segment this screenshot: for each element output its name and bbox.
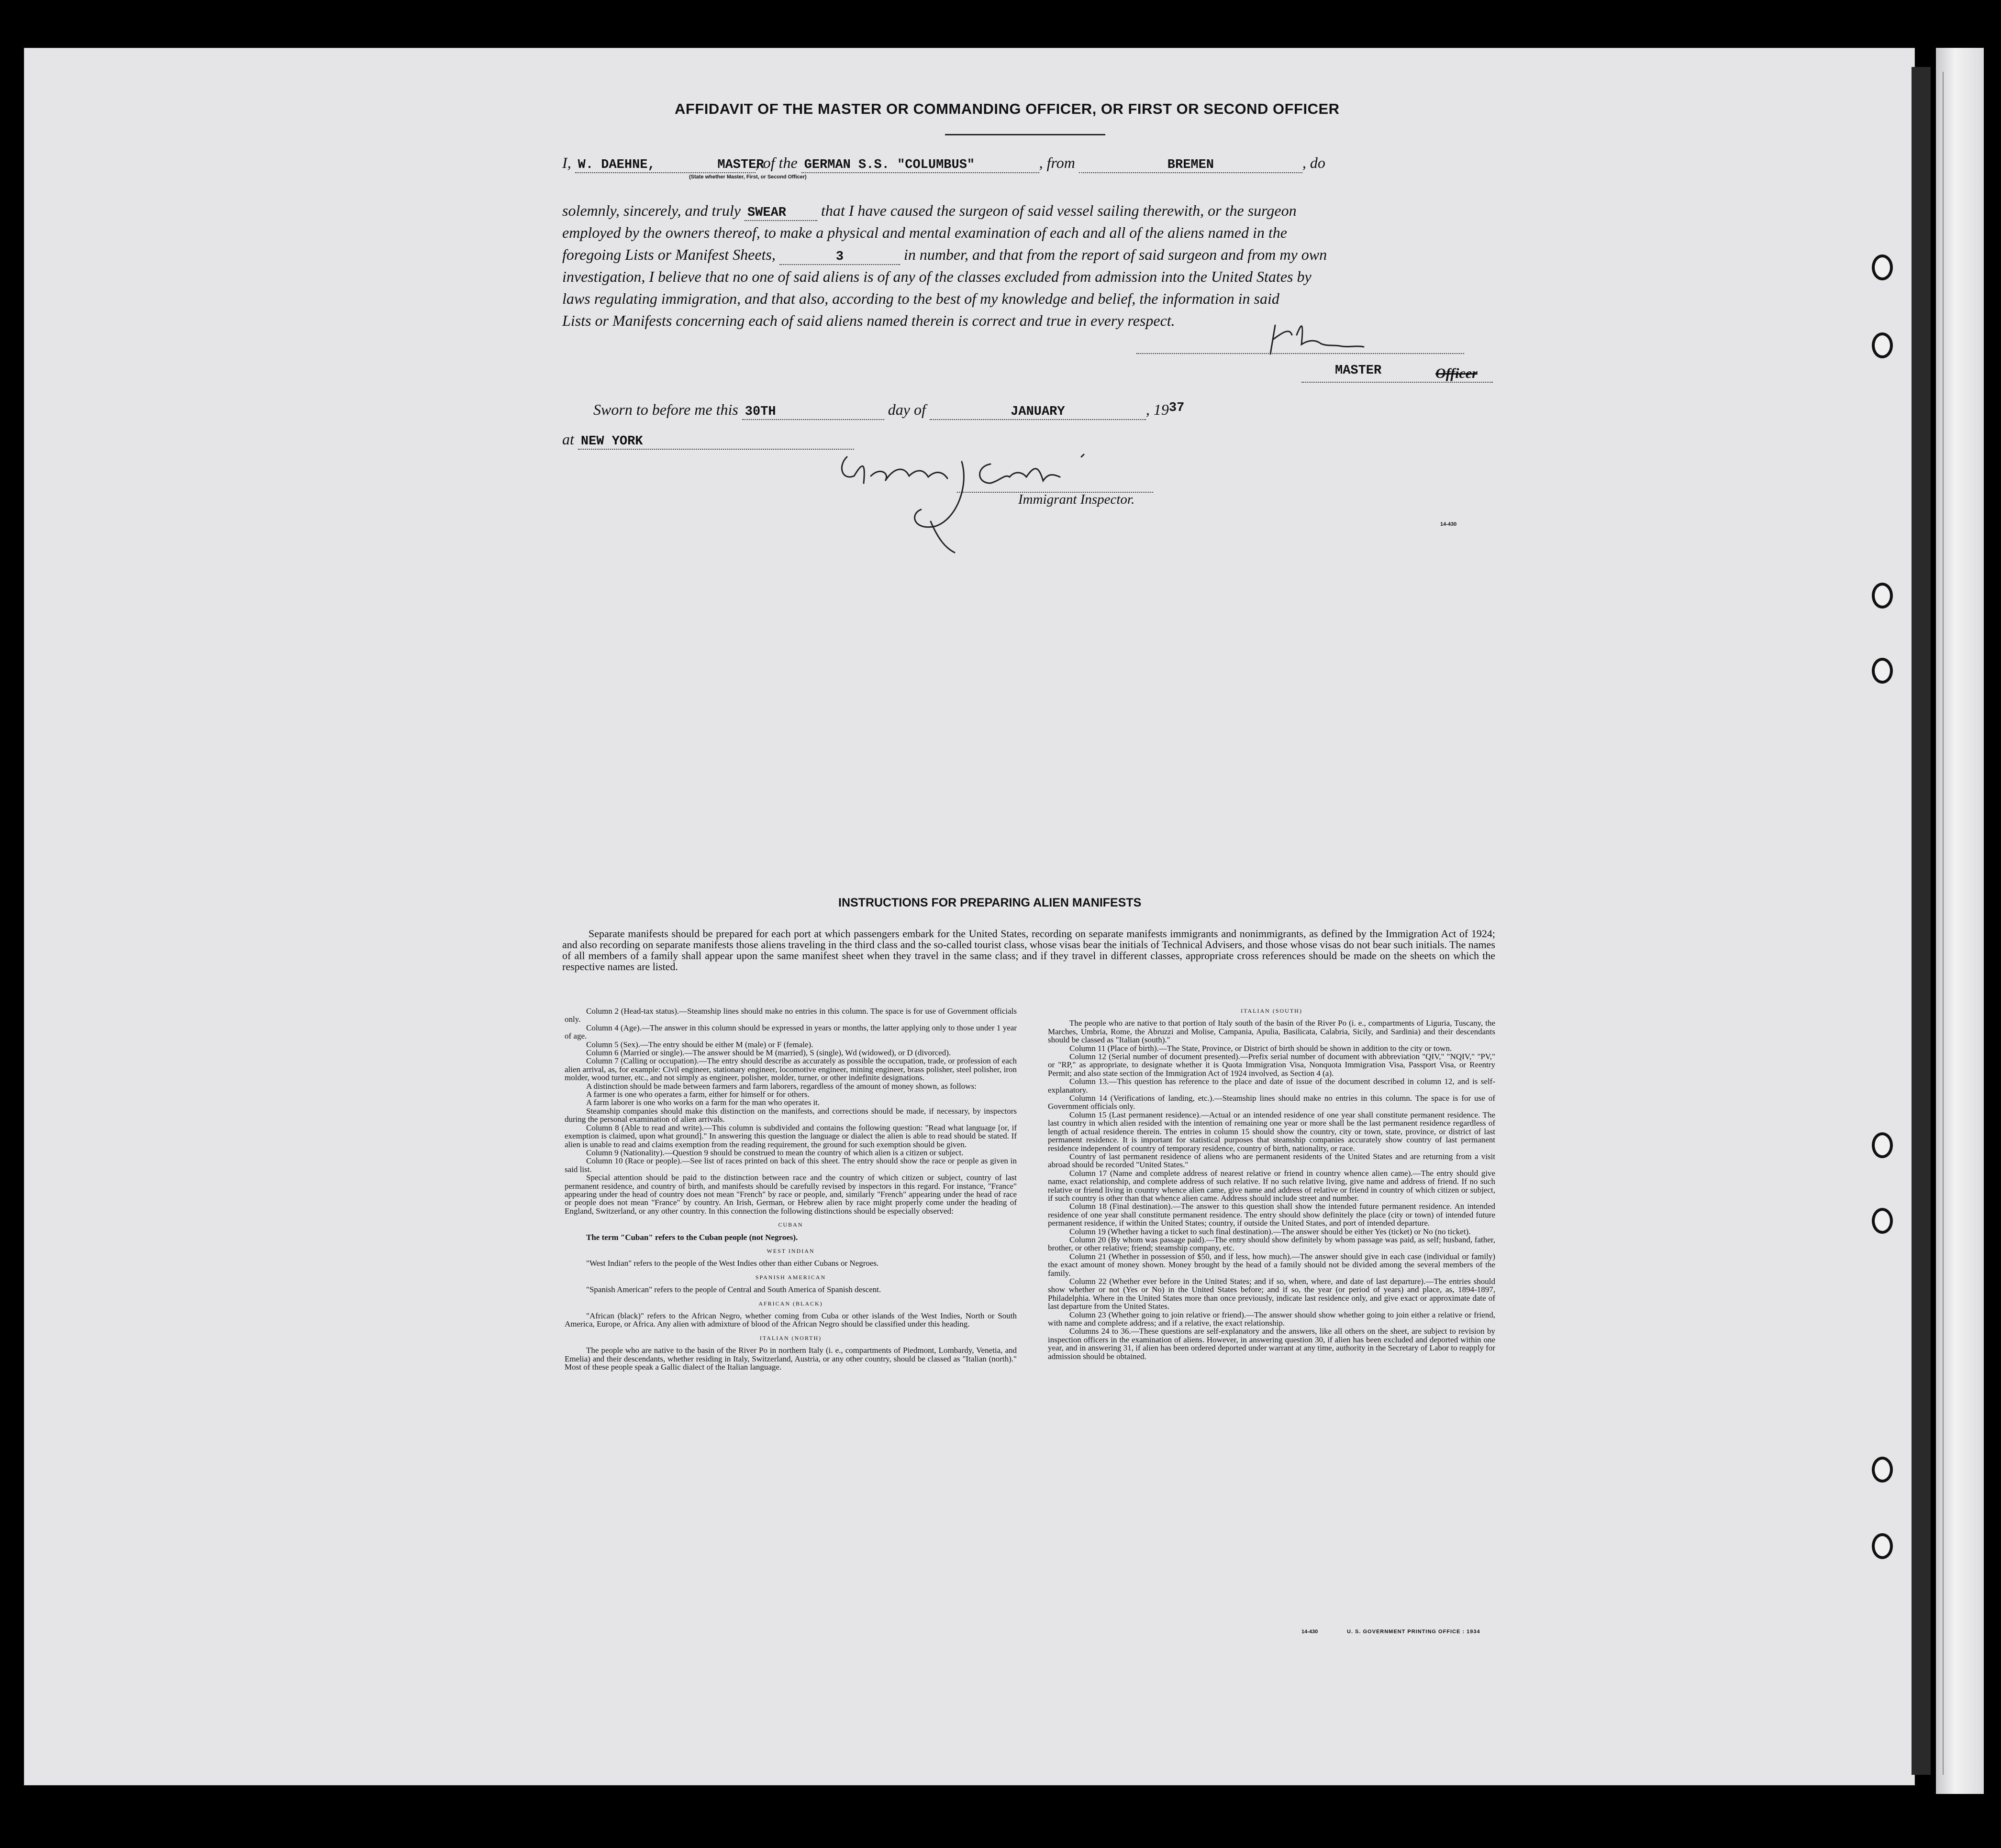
paragraph: Column 10 (Race or people).—See list of races printed on back of this sheet. The entry should show the race or people as given in said list. [565,1156,1017,1174]
paragraph: The term "Cuban" refers to the Cuban people (not Negroes). [586,1232,798,1242]
paragraph: Column 11 (Place of birth).—The State, Province, or District of birth should be shown in addition to the city or town. [1069,1043,1452,1053]
text: solemnly, sincerely, and truly [562,202,741,219]
heading-west-indian: WEST INDIAN [767,1247,815,1254]
punch-hole-icon [1872,255,1893,280]
paragraph: Column 21 (Whether in possession of $50, and if less, how much).—The answer should give in each case (individual or family) the exact amount of money shown. Money brought by the head of a family should not be divided among the several members of the family. [1048,1251,1495,1278]
master-signature [1263,306,1378,364]
vessel-field: GERMAN S.S. "COLUMBUS" [801,158,1039,173]
heading-italian-north: ITALIAN (NORTH) [759,1334,822,1341]
binder-strip-line [1943,72,1944,1775]
affidavit-line-4 [562,246,1327,265]
paragraph: Column 12 (Serial number of document presented).—Prefix serial number of document with abbreviation "QIV," "NQIV," "PV," or "RP," as appropriate, to designate whether it is Quota Immigration Visa, Nonquota Immigration Visa, Passport Visa, or Reentry Permit; and also state section of the Immigration Act of 1924 involved, as Section 4 (a). [1048,1052,1495,1078]
paragraph: The people who are native to the basin of the River Po in northern Italy (i. e., compartments of Piedmont, Lombardy, Venetia, and Emelia) and their descendants, whether residing in Italy, Switzerland, Austria, or any other country, should be classed as "Italian (north)." Most of these people speak a Gallic dialect of the Italian language. [565,1346,1017,1372]
officer-name: W. DAEHNE, [578,158,656,172]
officer-struck-label: Officer [1435,365,1478,381]
sworn-year: 37 [1168,401,1185,415]
paragraph: The people who are native to that portion of Italy south of the basin of the River Po (i. e., compartments of Liguria, Tuscany, the Marches, Umbria, Rome, the Abruzzi and Molise, Campania, Apulia, Basilicata, Calabria, Sicily, and Sardinia) and their descendants should be classed as "Italian (south)." [1048,1018,1495,1045]
signature-line [1136,353,1464,354]
text: , of the [755,154,798,171]
text: at [562,431,574,448]
heading-italian-south: ITALIAN (SOUTH) [1241,1007,1302,1014]
punch-hole-icon [1872,658,1893,684]
paragraph: Column 9 (Nationality).—Question 9 should be construed to mean the country of which alien is a citizen or subject. [586,1148,964,1157]
paragraph: Column 5 (Sex).—The entry should be either M (male) or F (female). [586,1040,813,1049]
affidavit-line-2 [562,202,1297,221]
paragraph: Column 18 (Final destination).—The answer to this question shall show the intended future permanent residence. An intended residence of one year shall constitute permanent residence. The entry should show definitely the place (city or town) of intended future permanent residence, if within the United States; country, if outside the United States, and port of intended departure. [1048,1202,1495,1228]
paragraph: Column 22 (Whether ever before in the United States; and if so, when, where, and date of last departure).—The entries should show whether or not (Yes or No) in the United States before; and if so, the year (or period of years) and place, as, 1894-1897, Philadelphia. Where in the United States more than once previously, indicate last residence only, and give exact or approximate date of last departure from the United States. [1048,1277,1495,1311]
paragraph: Column 20 (By whom was passage paid).—The entry should show definitely by whom passage was paid, as self; husband, father, brother, or other relative; friend; steamship company, etc. [1048,1235,1495,1253]
paragraph: Column 2 (Head-tax status).—Steamship lines should make no entries in this column. The space is for use of Government officials only. [565,1007,1017,1024]
port-field: BREMEN [1079,158,1302,173]
paragraph: Column 15 (Last permanent residence).—Actual or an intended residence of one year shall constitute permanent residence. The last country in which alien resided with the intention of remaining one year or more shall be the last permanent residence regardless of length of actual residence therein. The entries in column 15 should show the country, city or town, state, province, or district of last permanent residence. It is important for statistical purposes that steamship companies accurately show country of last permanent residence independent of country of temporary residence, country of birth, nationality, or race. [1048,1110,1495,1153]
text: foregoing Lists or Manifest Sheets, [562,246,776,263]
text: that I have caused the surgeon of said vessel sailing therewith, or the surgeon [821,202,1297,219]
place-line [562,431,854,450]
manifest-sheet [24,48,1915,1785]
affidavit-line-3: employed by the owners thereof, to make a physical and mental examination of each and all of the aliens named in the [562,224,1287,241]
affidavit-title: AFFIDAVIT OF THE MASTER OR COMMANDING OFFICER, OR FIRST OR SECOND OFFICER [675,100,1340,117]
punch-hole-icon [1872,1533,1893,1559]
title-rule [945,134,1105,135]
instructions-right-column [1048,1007,1495,1361]
instructions-title: INSTRUCTIONS FOR PREPARING ALIEN MANIFESTS [838,896,1142,909]
punch-hole-icon [1872,1208,1893,1234]
text: , from [1039,154,1075,171]
oath-field: SWEAR [745,206,817,221]
rank-note: (State whether Master, First, or Second Officer) [689,174,807,180]
instructions-intro: Separate manifests should be prepared for each port at which passengers embark for the United States, recording on separate manifests immigrants and nonimmigrants, as defined by the Immigration Act of 1924; and also recording on separate manifests those aliens traveling in the third class and the so-called tourist class, whose visas bear the initials of Technical Advisers, and those whose visas do not bear such initials. The names of all members of a family shall appear upon the same manifest sheet when they travel in the same class; and if they travel in different classes, appropriate cross references should be made on the sheets on which the respective names are listed. [562,928,1495,973]
sheet-edge-shadow [1912,67,1931,1775]
officer-rank: MASTER [717,158,764,172]
instructions-left-column [565,1007,1017,1371]
paragraph: "African (black)" refers to the African Negro, whether coming from Cuba or other islands of the West Indies, North or South America, Europe, or Africa. Any alien with admixture of blood of the African Negro should be classified under this heading. [565,1311,1017,1329]
place-field: NEW YORK [578,434,854,450]
affidavit-line-6: laws regulating immigration, and that also, according to the best of my knowledge and belief, the information in said [562,290,1279,307]
inspector-label: Immigrant Inspector. [1018,492,1135,507]
paragraph: Column 14 (Verifications of landing, etc.).—Steamship lines should make no entries in this column. The space is for use of Government officials only. [1048,1094,1495,1111]
affidavit-line-1 [562,154,1325,173]
form-number: 14-430 [1440,521,1457,527]
paragraph: Column 13.—This question has reference to the place and date of issue of the document described in column 12, and is self-explanatory. [1048,1077,1495,1095]
footer-form-number: 14-430 [1301,1629,1318,1635]
paragraph: Country of last permanent residence of aliens who are permanent residents of the United States and are returning from a visit abroad should be recorded "United States." [1048,1151,1495,1170]
punch-hole-icon [1872,583,1893,609]
sheet-count-field: 3 [779,250,900,265]
text: in number, and that from the report of said surgeon and from my own [903,246,1327,263]
signature-rank: MASTER [1335,364,1382,378]
text: I, [562,154,571,171]
affidavit-line-7: Lists or Manifests concerning each of said aliens named therein is correct and true in every respect. [562,312,1175,329]
rank-line [1301,382,1493,383]
paragraph: Columns 24 to 36.—These questions are self-explanatory and the answers, like all others on the sheet, are subject to revision by inspection officers in the examination of aliens. However, in answering question 30, if alien has been excluded and deported within one year, and in answering 31, if alien has been ordered deported under warrant at any time, authority in the Secretary of Labor to reapply for admission should be obtained. [1048,1327,1495,1361]
paragraph: Column 23 (Whether going to join relative or friend).—The answer should show whether going to join either a relative or friend, with name and complete address; and if a relative, the exact relationship. [1048,1310,1495,1328]
text: , 19 [1145,401,1169,418]
sworn-day-field: 30TH [742,405,884,420]
sworn-line [593,401,1184,420]
paragraph: A farmer is one who operates a farm, either for himself or for others. [586,1090,810,1099]
paragraph: "Spanish American" refers to the people of Central and South America of Spanish descent. [586,1285,881,1295]
punch-hole-icon [1872,332,1893,358]
paragraph: A farm laborer is one who works on a farm for the man who operates it. [586,1098,820,1107]
paragraph: Column 6 (Married or single).—The answer should be M (married), S (single), Wd (widowed), or D (divorced). [586,1048,951,1058]
text: , do [1302,154,1325,171]
officer-name-field [575,158,764,173]
paragraph: Column 4 (Age).—The answer in this column should be expressed in years or months, the latter applying only to those under 1 year of age. [565,1023,1017,1041]
sworn-month-field: JANUARY [930,405,1146,420]
text: Sworn to before me this [593,401,738,418]
paragraph: Column 8 (Able to read and write).—This column is subdivided and contains the following question: "Read what language [or, if exemption is claimed, upon what ground]." In answering this question the language or dialect the alien is able to read should be stated. If alien is unable to read and claims exemption from the reading requirement, the ground for such exemption should be given. [565,1123,1017,1149]
paragraph: "West Indian" refers to the people of the West Indies other than either Cubans or Negroes. [586,1259,879,1268]
paragraph: Column 19 (Whether having a ticket to such final destination).—The answer should be either Yes (ticket) or No (no ticket). [1069,1227,1471,1236]
heading-cuban: CUBAN [778,1221,803,1228]
paragraph: Column 7 (Calling or occupation).—The entry should describe as accurately as possible the occupation, trade, or profession of each alien arrival, as, for example: Civil engineer, stationary engineer, locomotive engineer, mining engineer, brass polisher, steel polisher, iron molder, wood turner, etc., and not simply as engineer, polisher, molder, turner, or other indefinite designations. [565,1056,1017,1083]
paragraph: Steamship companies should make this distinction on the manifests, and corrections should be made, if necessary, by inspectors during the personal examination of alien arrivals. [565,1106,1017,1124]
punch-hole-icon [1872,1457,1893,1483]
punch-hole-icon [1872,1132,1893,1158]
heading-african: AFRICAN (BLACK) [758,1300,823,1307]
paragraph: Column 17 (Name and complete address of nearest relative or friend in country whence alien came).—The entry should give name, exact relationship, and complete address of such relative. If no such relative living, give name and address of friend. If no such relative or friend living in country whence alien came, give name and address of relative or friend in country of which citizen or subject, if such country is other than that whence alien came. Address should include street and number. [1048,1168,1495,1203]
heading-spanish-american: SPANISH AMERICAN [755,1273,826,1281]
paragraph: A distinction should be made between farmers and farm laborers, regardless of the amount of money shown, as follows: [586,1081,977,1091]
paragraph: Special attention should be paid to the distinction between race and the country of which citizen or subject, country of last permanent residence, and country of birth, and manifests should be carefully revised by inspectors in this regard. For instance, "France" appearing under the head of country does not mean "French" by race or people, and, similarly "French" appearing under the head of race or people does not mean "France" by country. An Irish, German, or Hebrew alien by race might properly come under the heading of England, Switzerland, or any other country. In this connection the following distinctions should be especially observed: [565,1173,1017,1216]
affidavit-line-5: investigation, I believe that no one of said aliens is of any of the classes excluded from admission into the United States by [562,268,1312,285]
text: day of [888,401,926,418]
footer-printer: U. S. GOVERNMENT PRINTING OFFICE : 1934 [1347,1629,1480,1635]
